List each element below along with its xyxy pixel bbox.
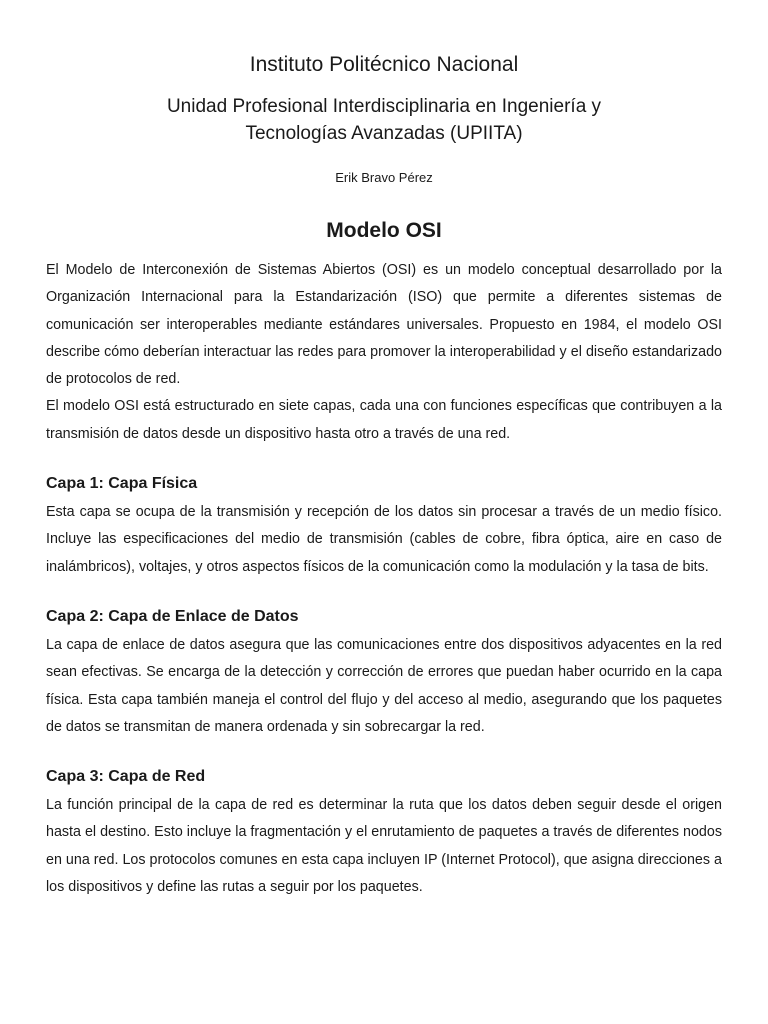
section-heading-capa-2: Capa 2: Capa de Enlace de Datos [46,607,299,625]
unit-title: Unidad Profesional Interdisciplinaria en Ingeniería y Tecnologías Avanzadas (UPIITA) [166,96,602,144]
author-name: Erik Bravo Pérez [335,170,433,185]
section-text-capa-1: Esta capa se ocupa de la transmisión y recepción de los datos sin procesar a través de un medio físico. Incluye las especificaciones del medio de transmisión (cables de cobre, fibra óptica, aire en caso de inalámbricos), voltajes, y otros aspectos físicos de la comunicación como la modulación y la tasa de bits. [46,504,722,575]
intro-paragraph: El Modelo de Interconexión de Sistemas Abiertos (OSI) es un modelo conceptual desarrollado por la Organización Internacional para la Estandarización (ISO) que permite a diferentes sistemas de comunicación ser interoperables mediante estándares universales. Propuesto en 1984, el modelo OSI describe cómo deberían interactuar las redes para promover la interoperabilidad y el diseño estandarizado de protocolos de red. [46,262,722,388]
section-text-capa-3: La función principal de la capa de red es determinar la ruta que los datos deben seguir desde el origen hasta el destino. Esto incluye la fragmentación y el enrutamiento de paquetes a través de diferentes nodos en una red. Los protocolos comunes en esta capa incluyen IP (Internet Protocol), que asigna direcciones a los dispositivos y define las rutas a seguir por los paquetes. [46,797,722,896]
institution-title: Instituto Politécnico Nacional [249,53,519,76]
document-title: Modelo OSI [326,219,442,242]
intro-paragraph: El modelo OSI está estructurado en siete capas, cada una con funciones específicas que contribuyen a la transmisión de datos desde un dispositivo hasta otro a través de una red. [46,398,722,442]
section-heading-capa-3: Capa 3: Capa de Red [46,768,206,786]
section-heading-capa-1: Capa 1: Capa Física [46,475,198,493]
section-text-capa-2: La capa de enlace de datos asegura que las comunicaciones entre dos dispositivos adyacentes en la red sean efectivas. Se encarga de la detección y corrección de errores que puedan haber ocurrido en la capa física. Esta capa también maneja el control del flujo y del acceso al medio, asegurando que los paquetes de datos se transmitan de manera ordenada y sin sobrecargar la red. [46,636,722,735]
